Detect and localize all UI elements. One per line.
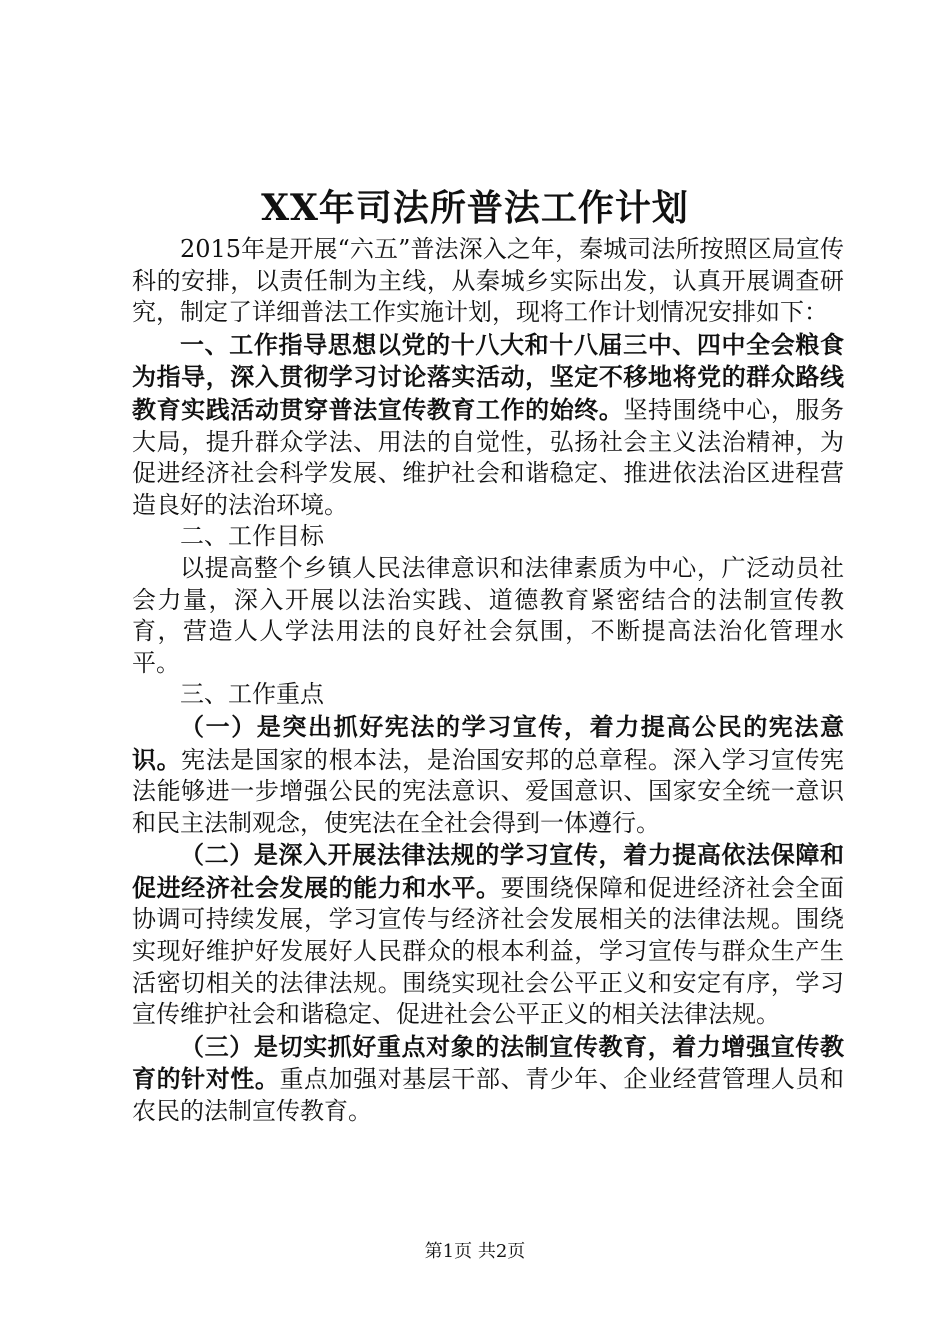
item-2-text: 要围绕保障和促进经济社会全面协调可持续发展，学习宣传与经济社会发展相关的法律法规。围绕实现好维护好发展好人民群众的根本利益，学习宣传与群众生产生活密切相关的法律法规。围绕实现社会公平正义和安定有序，学习宣传维护社会和谐稳定、促进社会公平正义的相关法律法规。: [132, 873, 845, 1029]
item-1-bold-text: （一）是突出抓好宪法的学习宣传，着力提高公民的宪法意识。: [132, 711, 844, 774]
section-1-paragraph: [132, 329, 844, 522]
section-1-bold-text: 一、工作指导思想以党的十八大和十八届三中、四中全会粮食为指导，深入贯彻学习讨论落实活动，坚定不移地将党的群众路线教育实践活动贯穿普法宣传教育工作的始终。: [132, 329, 844, 424]
section-3-item-2: [132, 839, 844, 1031]
item-3-text: 重点加强对基层干部、青少年、企业经营管理人员和农民的法制宣传教育。: [132, 1065, 845, 1126]
item-1-text: 宪法是国家的根本法，是治国安邦的总章程。深入学习宣传宪法能够进一步增强公民的宪法意识、爱国意识、国家安全统一意识和民主法制观念，使宪法在全社会得到一体遵行。: [132, 745, 845, 837]
section-2-heading: 二、工作目标: [180, 522, 324, 551]
page-footer: 第1页 共2页: [424, 1241, 526, 1262]
page-title: XX年司法所普法工作计划: [261, 187, 689, 229]
section-1-text: 坚持围绕中心，服务大局，提升群众学法、用法的自觉性，弘扬社会主义法治精神，为促进经济社会科学发展、维护社会和谐稳定、推进依法治区进程营造良好的法治环境。: [132, 395, 845, 519]
item-2-bold-text: （二）是深入开展法律法规的学习宣传，着力提高依法保障和促进经济社会发展的能力和水平。: [132, 840, 844, 902]
section-3-item-1: [132, 711, 844, 839]
intro-paragraph: 2015年是开展“六五”普法深入之年，秦城司法所按照区局宣传科的安排，以责任制为主线，从秦城乡实际出发，认真开展调查研究，制定了详细普法工作实施计划，现将工作计划情况安排如下：: [132, 235, 844, 327]
item-3-bold-text: （三）是切实抓好重点对象的法制宣传教育，着力增强宣传教育的针对性。: [132, 1031, 844, 1094]
section-3-item-3: [132, 1031, 844, 1128]
section-3-heading: 三、工作重点: [180, 680, 324, 709]
document-body: [132, 234, 844, 1128]
section-2-paragraph: 以提高整个乡镇人民法律意识和法律素质为中心，广泛动员社会力量，深入开展以法治实践、道德教育紧密结合的法制宣传教育，营造人人学法用法的良好社会氛围，不断提高法治化管理水平。: [132, 553, 844, 677]
